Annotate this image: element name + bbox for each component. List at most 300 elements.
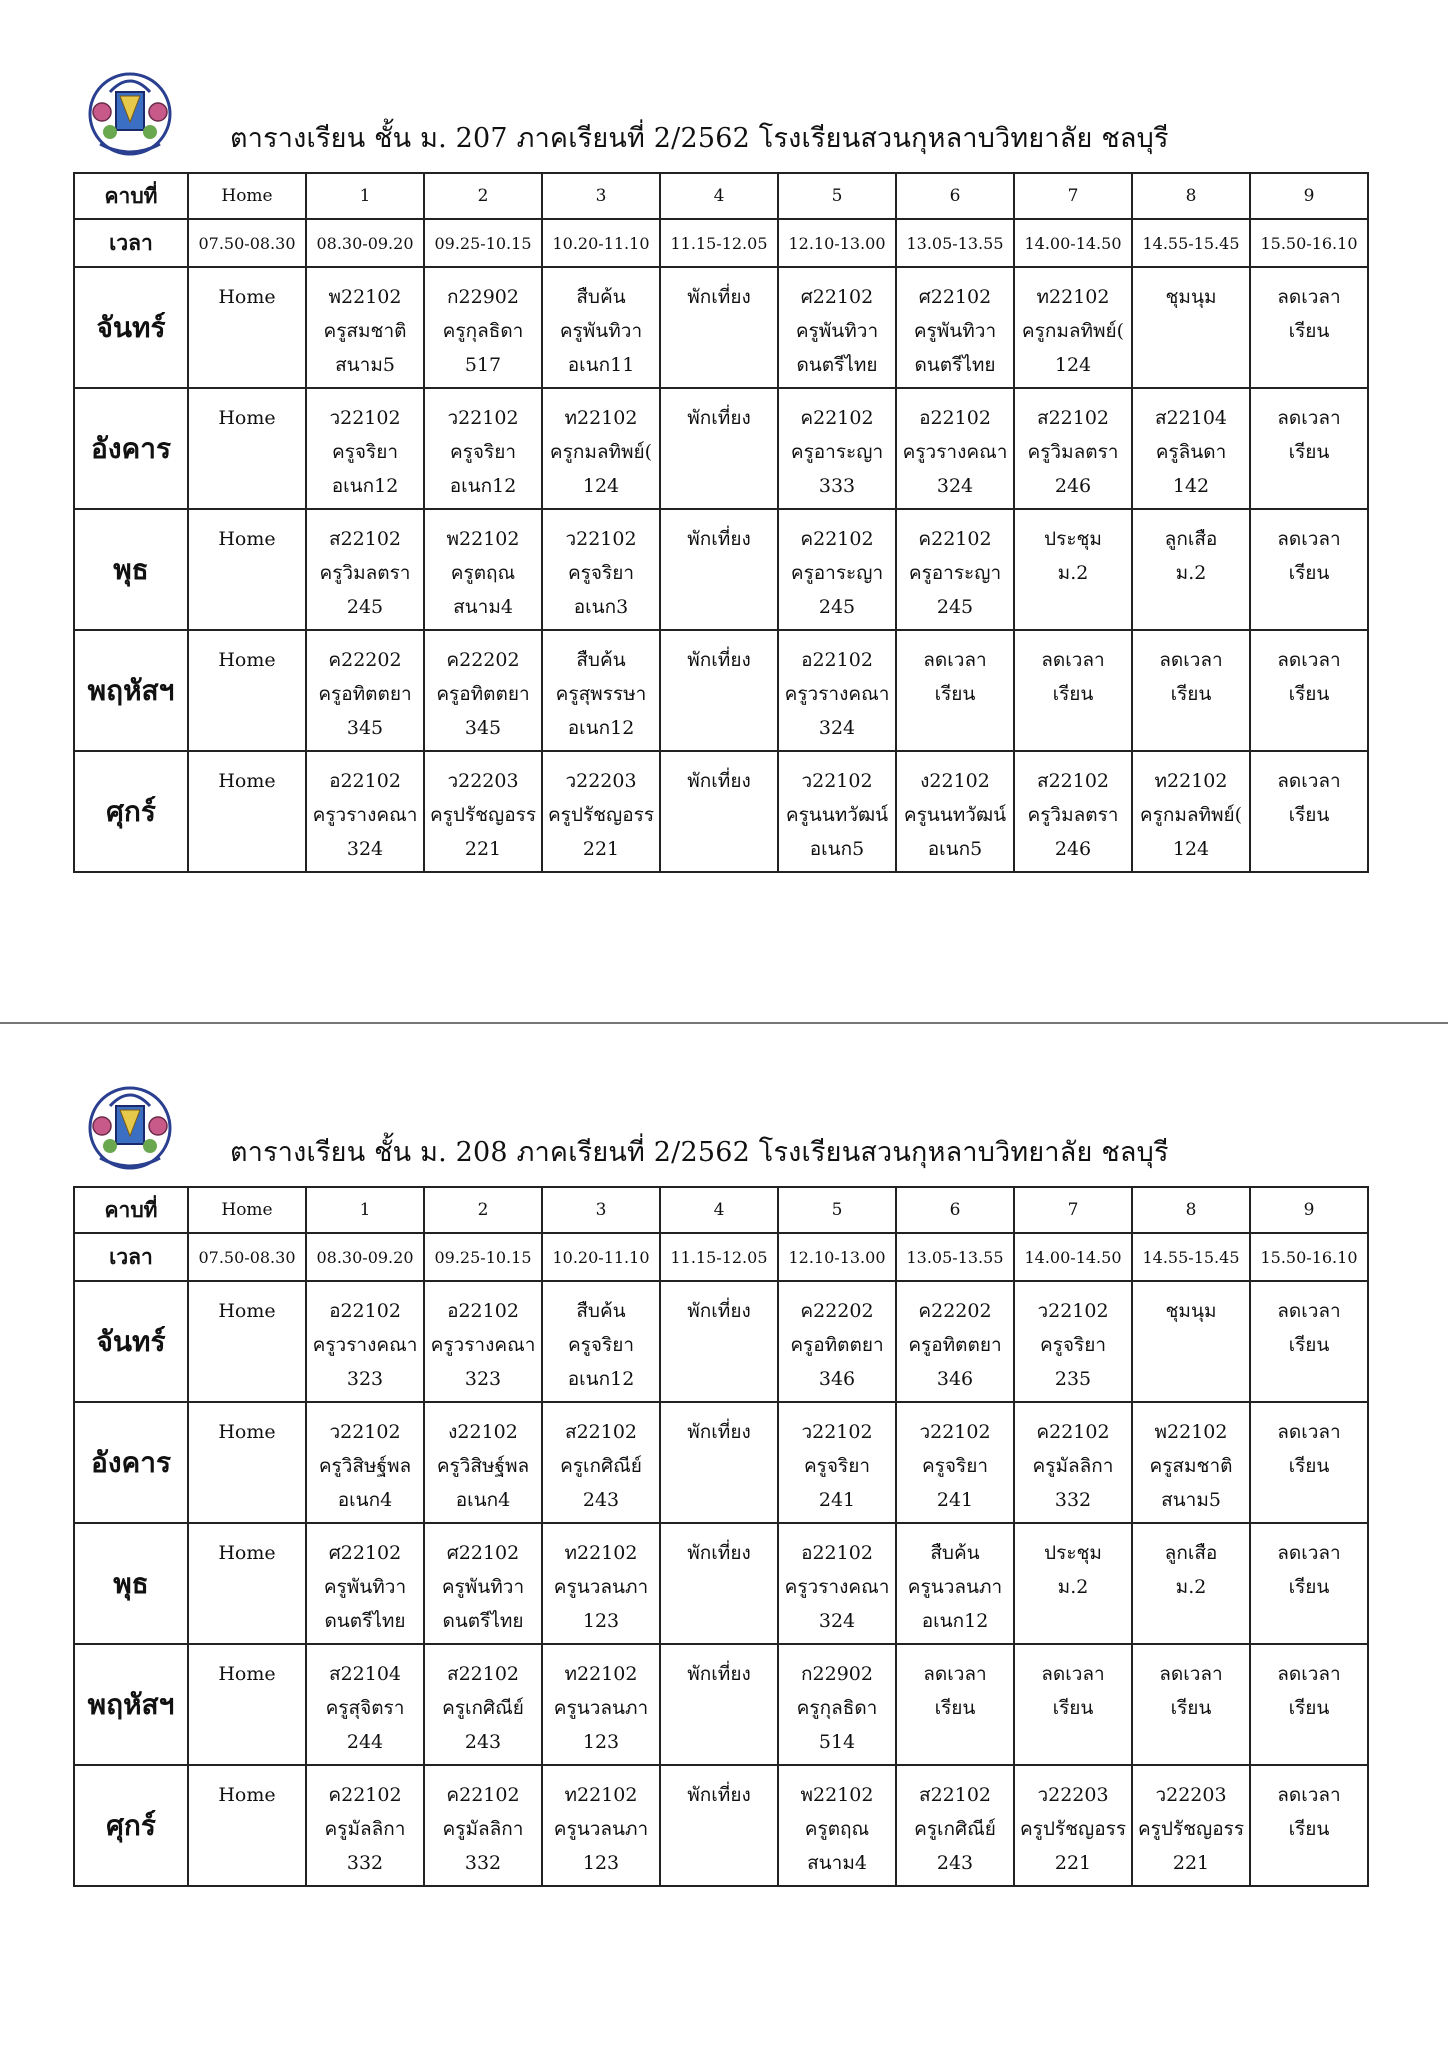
teacher-name: ครูวิมลตรา: [319, 562, 411, 584]
teacher-name: ครูอทิตตยา: [790, 1334, 884, 1356]
school-crest-icon: [80, 1076, 180, 1176]
room: 324: [346, 838, 384, 860]
teacher-name: ครูกมลทิพย์(: [1021, 320, 1125, 342]
room: อเนก12: [567, 1368, 635, 1390]
subject-code: ท22102: [564, 1663, 638, 1685]
period-cell: 7: [1014, 173, 1132, 219]
room: 323: [346, 1368, 384, 1390]
day-row: [74, 267, 1368, 388]
subject-code: ชุมนุม: [1165, 286, 1217, 308]
class-cell: [542, 388, 660, 509]
time-cell: 08.30-09.20: [306, 1233, 424, 1281]
time-cell: 07.50-08.30: [188, 219, 306, 267]
period-cell: 8: [1132, 1187, 1250, 1233]
class-cell: [896, 1523, 1014, 1644]
room: 245: [346, 596, 384, 618]
period-label: คาบที่: [74, 1187, 188, 1233]
day-label: ศุกร์: [74, 751, 188, 872]
class-cell: [896, 1281, 1014, 1402]
period-header-row: [74, 1187, 1368, 1233]
class-cell: [542, 1644, 660, 1765]
timetable: [73, 172, 1369, 873]
timetable: [73, 1186, 1369, 1887]
teacher-name: ครูวิสิษฐ์พล: [318, 1455, 412, 1477]
day-label: จันทร์: [74, 1281, 188, 1402]
subject-code: พักเที่ยง: [687, 528, 751, 550]
room: 245: [818, 596, 856, 618]
room: 324: [818, 717, 856, 739]
teacher-name: ครูเกศิณีย์: [560, 1455, 642, 1477]
class-cell: [424, 267, 542, 388]
room: อเนก4: [337, 1489, 393, 1511]
class-cell: [306, 1644, 424, 1765]
period-cell: 5: [778, 173, 896, 219]
class-cell: [1250, 751, 1368, 872]
teacher-name: ครูนวลนภา: [553, 1576, 649, 1598]
teacher-name: ครูกุลธิดา: [796, 1697, 878, 1719]
subject-code: ชุมนุม: [1165, 1300, 1217, 1322]
class-cell: [1014, 1281, 1132, 1402]
subject-code: ค22102: [446, 1784, 520, 1806]
time-label: เวลา: [74, 1233, 188, 1281]
subject-code: ค22102: [328, 1784, 402, 1806]
period-cell: Home: [188, 173, 306, 219]
subject-code: ส22104: [1154, 407, 1228, 429]
class-cell: [1014, 1644, 1132, 1765]
subject-code: พักเที่ยง: [687, 1421, 751, 1443]
subject-code: ศ22102: [918, 286, 992, 308]
room: ดนตรีไทย: [324, 1610, 406, 1632]
room: 221: [582, 838, 620, 860]
room: อเนก12: [567, 717, 635, 739]
subject-code: ว22102: [801, 1421, 873, 1443]
class-cell: [424, 1765, 542, 1886]
subject-code: พักเที่ยง: [687, 286, 751, 308]
subject-code: ประชุม: [1044, 528, 1102, 550]
class-cell: [542, 1402, 660, 1523]
class-cell: [1014, 751, 1132, 872]
room: อเนก12: [331, 475, 399, 497]
subject-code: ลดเวลา: [1041, 1663, 1105, 1685]
teacher-name: ครูสุพรรษา: [555, 683, 647, 705]
subject-code: ลดเวลา: [923, 649, 987, 671]
room: 123: [582, 1731, 620, 1753]
subject-code: Home: [218, 1300, 276, 1322]
class-cell: [306, 630, 424, 751]
teacher-name: เรียน: [1288, 683, 1330, 705]
subject-code: ก22902: [801, 1663, 873, 1685]
class-cell: [660, 1644, 778, 1765]
teacher-name: เรียน: [1052, 1697, 1094, 1719]
room: 244: [346, 1731, 384, 1753]
teacher-name: เรียน: [1288, 1455, 1330, 1477]
subject-code: ส22102: [918, 1784, 992, 1806]
day-rows: [74, 267, 1368, 872]
subject-code: ประชุม: [1044, 1542, 1102, 1564]
subject-code: อ22102: [329, 1300, 401, 1322]
class-cell: [542, 630, 660, 751]
subject-code: ลดเวลา: [1277, 1784, 1341, 1806]
class-cell: [660, 1765, 778, 1886]
period-cell: 9: [1250, 173, 1368, 219]
class-cell: [188, 751, 306, 872]
time-cell: 11.15-12.05: [660, 1233, 778, 1281]
subject-code: ลดเวลา: [1277, 1300, 1341, 1322]
room: 243: [936, 1852, 974, 1874]
class-cell: [660, 267, 778, 388]
subject-code: Home: [218, 286, 276, 308]
room: อเนก11: [567, 354, 635, 376]
room: 142: [1172, 475, 1210, 497]
subject-code: ค22102: [1036, 1421, 1110, 1443]
class-cell: [188, 1281, 306, 1402]
room: 221: [1054, 1852, 1092, 1874]
class-cell: [1132, 509, 1250, 630]
subject-code: พักเที่ยง: [687, 1542, 751, 1564]
subject-code: ศ22102: [328, 1542, 402, 1564]
teacher-name: ครูวรางคณา: [902, 441, 1008, 463]
room: ดนตรีไทย: [914, 354, 996, 376]
teacher-name: เรียน: [1288, 1576, 1330, 1598]
class-cell: [1250, 1523, 1368, 1644]
subject-code: Home: [218, 1663, 276, 1685]
day-row: [74, 509, 1368, 630]
teacher-name: ครูอาระญา: [790, 441, 884, 463]
teacher-name: ครูจริยา: [567, 562, 635, 584]
room: 345: [346, 717, 384, 739]
room: 323: [464, 1368, 502, 1390]
class-cell: [424, 1644, 542, 1765]
time-cell: 15.50-16.10: [1250, 219, 1368, 267]
subject-code: พักเที่ยง: [687, 649, 751, 671]
teacher-name: ครูวรางคณา: [430, 1334, 536, 1356]
room: ดนตรีไทย: [442, 1610, 524, 1632]
subject-code: ลดเวลา: [923, 1663, 987, 1685]
teacher-name: เรียน: [1288, 562, 1330, 584]
time-label: เวลา: [74, 219, 188, 267]
room: 124: [1054, 354, 1092, 376]
room: 123: [582, 1610, 620, 1632]
subject-code: ท22102: [564, 1784, 638, 1806]
teacher-name: ครูจริยา: [803, 1455, 871, 1477]
class-cell: [424, 388, 542, 509]
subject-code: พักเที่ยง: [687, 770, 751, 792]
time-cell: 08.30-09.20: [306, 219, 424, 267]
time-cell: 07.50-08.30: [188, 1233, 306, 1281]
time-cell: 13.05-13.55: [896, 219, 1014, 267]
period-cell: 9: [1250, 1187, 1368, 1233]
class-cell: [1250, 267, 1368, 388]
room: อเนก12: [449, 475, 517, 497]
time-cell: 10.20-11.10: [542, 1233, 660, 1281]
subject-code: ลดเวลา: [1277, 1663, 1341, 1685]
class-cell: [778, 1281, 896, 1402]
room: 324: [818, 1610, 856, 1632]
class-cell: [542, 1765, 660, 1886]
class-cell: [424, 751, 542, 872]
class-cell: [306, 1281, 424, 1402]
teacher-name: ครูตฤณ: [450, 562, 516, 584]
room: 123: [582, 1852, 620, 1874]
room: 243: [464, 1731, 502, 1753]
teacher-name: ครูอทิตตยา: [318, 683, 412, 705]
class-cell: [896, 509, 1014, 630]
room: 246: [1054, 838, 1092, 860]
class-cell: [1250, 1281, 1368, 1402]
day-label: พุธ: [74, 1523, 188, 1644]
class-cell: [778, 751, 896, 872]
period-header-row: [74, 173, 1368, 219]
room: 221: [464, 838, 502, 860]
subject-code: พักเที่ยง: [687, 1300, 751, 1322]
room: 324: [936, 475, 974, 497]
school-logo: [80, 1076, 180, 1176]
room: 514: [818, 1731, 856, 1753]
teacher-name: ครูสมชาติ: [1149, 1455, 1233, 1477]
subject-code: พ22102: [1154, 1421, 1228, 1443]
room: ดนตรีไทย: [796, 354, 878, 376]
subject-code: ว22102: [329, 407, 401, 429]
class-cell: [424, 1402, 542, 1523]
class-cell: [306, 388, 424, 509]
subject-code: Home: [218, 1784, 276, 1806]
class-cell: [778, 388, 896, 509]
teacher-name: ครูวิมลตรา: [1027, 804, 1119, 826]
teacher-name: เรียน: [1288, 1697, 1330, 1719]
class-cell: [778, 1402, 896, 1523]
class-cell: [778, 1523, 896, 1644]
period-cell: 2: [424, 1187, 542, 1233]
teacher-name: ครูตฤณ: [804, 1818, 870, 1840]
teacher-name: ม.2: [1057, 1576, 1089, 1598]
class-cell: [660, 1402, 778, 1523]
subject-code: ว22102: [447, 407, 519, 429]
room: 332: [346, 1852, 384, 1874]
period-label: คาบที่: [74, 173, 188, 219]
class-cell: [306, 1523, 424, 1644]
subject-code: ลดเวลา: [1277, 770, 1341, 792]
day-row: [74, 1402, 1368, 1523]
class-cell: [660, 509, 778, 630]
class-cell: [1014, 1523, 1132, 1644]
room: 346: [818, 1368, 856, 1390]
time-cell: 09.25-10.15: [424, 1233, 542, 1281]
class-cell: [424, 1281, 542, 1402]
class-cell: [660, 388, 778, 509]
class-cell: [306, 267, 424, 388]
room: อเนก3: [573, 596, 629, 618]
time-cell: 14.00-14.50: [1014, 1233, 1132, 1281]
teacher-name: ครูจริยา: [1039, 1334, 1107, 1356]
subject-code: ลดเวลา: [1277, 649, 1341, 671]
subject-code: ส22102: [564, 1421, 638, 1443]
schedule-title: ตารางเรียน ชั้น ม. 208 ภาคเรียนที่ 2/2562 โรงเรียนสวนกุหลาบวิทยาลัย ชลบุรี: [230, 1137, 1169, 1168]
subject-code: ลดเวลา: [1277, 528, 1341, 550]
class-cell: [542, 1523, 660, 1644]
teacher-name: ครูวิสิษฐ์พล: [436, 1455, 530, 1477]
subject-code: ลดเวลา: [1277, 1421, 1341, 1443]
class-cell: [306, 1402, 424, 1523]
room: 517: [464, 354, 502, 376]
teacher-name: ม.2: [1175, 562, 1207, 584]
day-row: [74, 630, 1368, 751]
teacher-name: ครูมัลลิกา: [1032, 1455, 1114, 1477]
period-cell: 6: [896, 173, 1014, 219]
subject-code: สืบค้น: [930, 1542, 980, 1564]
subject-code: พ22102: [328, 286, 402, 308]
teacher-name: ครูวรางคณา: [312, 1334, 418, 1356]
class-cell: [1014, 267, 1132, 388]
room: 124: [582, 475, 620, 497]
time-cell: 14.00-14.50: [1014, 219, 1132, 267]
teacher-name: ครูวิมลตรา: [1027, 441, 1119, 463]
subject-code: ค22202: [918, 1300, 992, 1322]
subject-code: Home: [218, 770, 276, 792]
subject-code: ว22203: [565, 770, 637, 792]
day-label: อังคาร: [74, 1402, 188, 1523]
teacher-name: ครูปรัชญอรร: [547, 804, 655, 826]
class-cell: [778, 1644, 896, 1765]
subject-code: อ22102: [919, 407, 991, 429]
teacher-name: เรียน: [1288, 441, 1330, 463]
teacher-name: ครูนวลนภา: [553, 1818, 649, 1840]
teacher-name: ครูจริยา: [567, 1334, 635, 1356]
room: สนาม5: [1161, 1489, 1221, 1511]
teacher-name: ครูพันทิวา: [559, 320, 643, 342]
subject-code: ลดเวลา: [1159, 1663, 1223, 1685]
day-row: [74, 1523, 1368, 1644]
teacher-name: เรียน: [1288, 1818, 1330, 1840]
period-cell: 3: [542, 1187, 660, 1233]
subject-code: ศ22102: [800, 286, 874, 308]
teacher-name: ครูพันทิวา: [795, 320, 879, 342]
room: 333: [818, 475, 856, 497]
teacher-name: ครูกมลทิพย์(: [1139, 804, 1243, 826]
room: สนาม4: [453, 596, 513, 618]
teacher-name: ครูวรางคณา: [784, 1576, 890, 1598]
class-cell: [1132, 630, 1250, 751]
room: อเนก12: [921, 1610, 989, 1632]
day-row: [74, 1644, 1368, 1765]
teacher-name: ครูอาระญา: [908, 562, 1002, 584]
period-cell: 8: [1132, 173, 1250, 219]
subject-code: ลูกเสือ: [1164, 1542, 1218, 1564]
time-cell: 13.05-13.55: [896, 1233, 1014, 1281]
room: 332: [464, 1852, 502, 1874]
teacher-name: ครูจริยา: [331, 441, 399, 463]
class-cell: [1014, 1765, 1132, 1886]
period-cell: 3: [542, 173, 660, 219]
teacher-name: ครูพันทิวา: [913, 320, 997, 342]
class-cell: [1132, 1523, 1250, 1644]
subject-code: ก22902: [447, 286, 519, 308]
subject-code: ส22102: [446, 1663, 520, 1685]
class-cell: [1250, 1765, 1368, 1886]
subject-code: ง22102: [448, 1421, 518, 1443]
class-cell: [1250, 1644, 1368, 1765]
class-cell: [1132, 1644, 1250, 1765]
teacher-name: ครูปรัชญอรร: [1019, 1818, 1127, 1840]
subject-code: ท22102: [564, 407, 638, 429]
class-cell: [1014, 388, 1132, 509]
subject-code: ลดเวลา: [1159, 649, 1223, 671]
subject-code: ว22203: [447, 770, 519, 792]
subject-code: ลดเวลา: [1277, 407, 1341, 429]
room: 245: [936, 596, 974, 618]
class-cell: [778, 509, 896, 630]
teacher-name: ครูวรางคณา: [784, 683, 890, 705]
teacher-name: ครูกมลทิพย์(: [549, 441, 653, 463]
day-row: [74, 751, 1368, 872]
day-row: [74, 1765, 1368, 1886]
time-cell: 12.10-13.00: [778, 1233, 896, 1281]
room: 332: [1054, 1489, 1092, 1511]
class-cell: [1132, 1402, 1250, 1523]
class-cell: [778, 267, 896, 388]
subject-code: พักเที่ยง: [687, 1784, 751, 1806]
schedule-title: ตารางเรียน ชั้น ม. 207 ภาคเรียนที่ 2/2562 โรงเรียนสวนกุหลาบวิทยาลัย ชลบุรี: [230, 123, 1169, 154]
day-label: อังคาร: [74, 388, 188, 509]
room: สนาม5: [335, 354, 395, 376]
subject-code: ค22102: [800, 528, 874, 550]
subject-code: สืบค้น: [576, 1300, 626, 1322]
subject-code: ค22202: [328, 649, 402, 671]
subject-code: อ22102: [801, 1542, 873, 1564]
subject-code: ส22102: [1036, 407, 1110, 429]
teacher-name: ครูนวลนภา: [553, 1697, 649, 1719]
day-row: [74, 1281, 1368, 1402]
teacher-name: ครูอาระญา: [790, 562, 884, 584]
room: สนาม4: [807, 1852, 867, 1874]
time-cell: 14.55-15.45: [1132, 219, 1250, 267]
teacher-name: ม.2: [1175, 1576, 1207, 1598]
subject-code: ส22102: [328, 528, 402, 550]
period-cell: 7: [1014, 1187, 1132, 1233]
teacher-name: ครูพันทิวา: [441, 1576, 525, 1598]
subject-code: Home: [218, 649, 276, 671]
subject-code: ลดเวลา: [1277, 1542, 1341, 1564]
subject-code: ท22102: [1154, 770, 1228, 792]
teacher-name: เรียน: [934, 1697, 976, 1719]
page-divider: [0, 1022, 1448, 1024]
class-cell: [188, 509, 306, 630]
day-label: ศุกร์: [74, 1765, 188, 1886]
teacher-name: ครูเกศิณีย์: [914, 1818, 996, 1840]
class-cell: [188, 388, 306, 509]
subject-code: พักเที่ยง: [687, 407, 751, 429]
room: 124: [1172, 838, 1210, 860]
class-cell: [1132, 267, 1250, 388]
class-cell: [188, 1523, 306, 1644]
class-cell: [1250, 509, 1368, 630]
class-cell: [1014, 1402, 1132, 1523]
day-label: พุธ: [74, 509, 188, 630]
class-cell: [896, 751, 1014, 872]
class-cell: [660, 1281, 778, 1402]
subject-code: ส22104: [328, 1663, 402, 1685]
subject-code: สืบค้น: [576, 649, 626, 671]
day-row: [74, 388, 1368, 509]
subject-code: Home: [218, 1421, 276, 1443]
day-label: พฤหัสฯ: [74, 630, 188, 751]
subject-code: ว22102: [919, 1421, 991, 1443]
teacher-name: เรียน: [1288, 804, 1330, 826]
subject-code: อ22102: [447, 1300, 519, 1322]
subject-code: ท22102: [564, 1542, 638, 1564]
class-cell: [1132, 1765, 1250, 1886]
room: อเนก5: [927, 838, 983, 860]
class-cell: [424, 630, 542, 751]
